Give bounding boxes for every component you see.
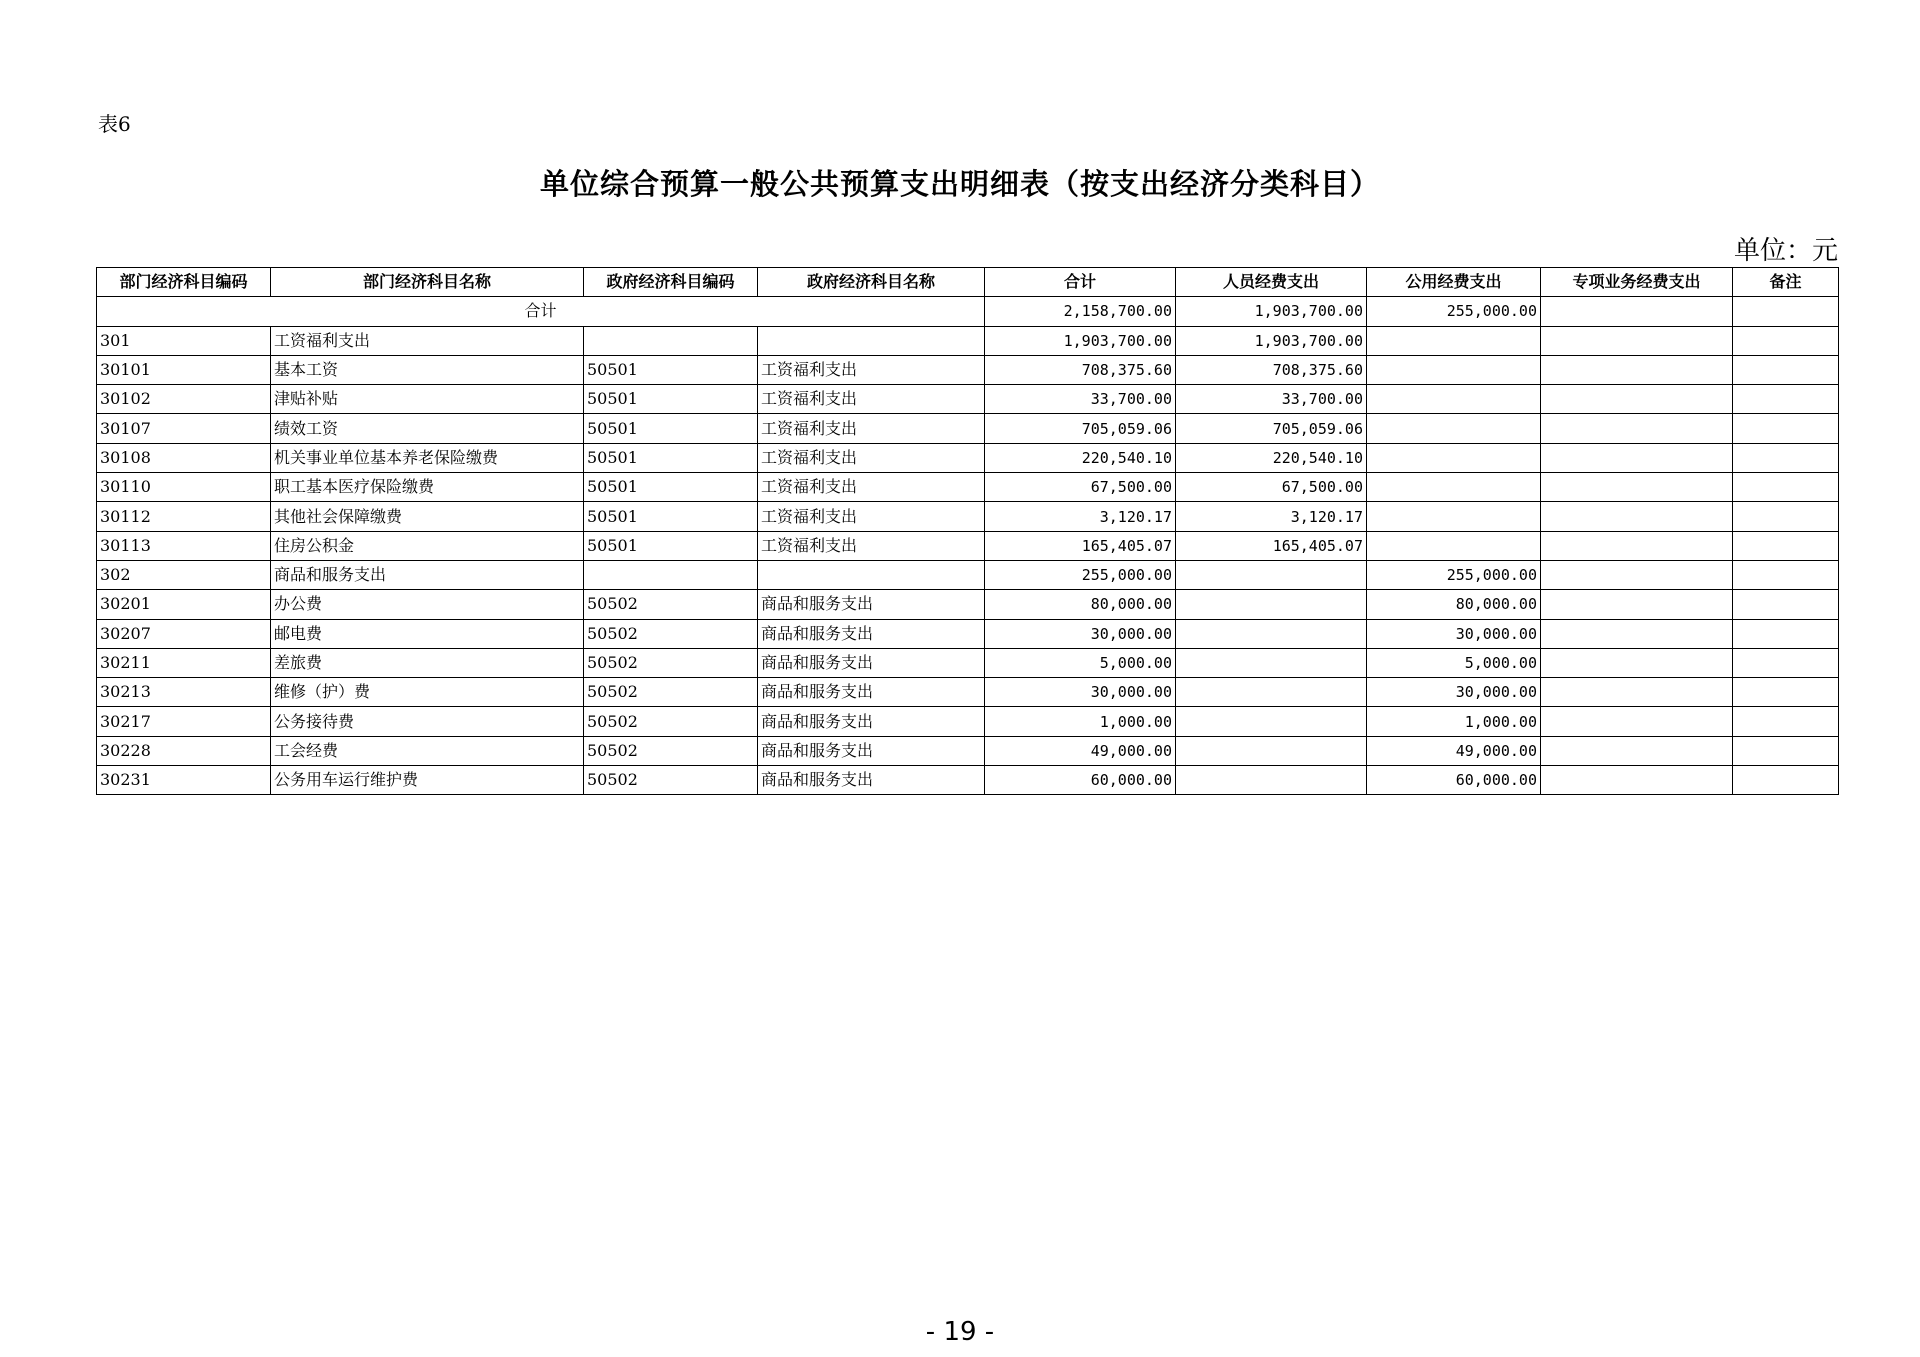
note-cell: [1733, 707, 1839, 736]
gov-code-cell: 50501: [584, 502, 758, 531]
total-row: [97, 297, 1839, 326]
personnel-cell: 1,903,700.00: [1176, 326, 1367, 355]
gov-name-cell: [758, 326, 985, 355]
gov-name-cell: 工资福利支出: [758, 443, 985, 472]
note-cell: [1733, 648, 1839, 677]
note-cell: [1733, 560, 1839, 589]
public-cell: 5,000.00: [1367, 648, 1541, 677]
note-cell: [1733, 385, 1839, 414]
dept-name-cell: 工资福利支出: [271, 326, 584, 355]
public-cell: [1367, 326, 1541, 355]
total-cell: 705,059.06: [985, 414, 1176, 443]
gov-code-cell: 50502: [584, 678, 758, 707]
total-cell: 220,540.10: [985, 443, 1176, 472]
table-row: [97, 355, 1839, 384]
special-cell: [1541, 678, 1733, 707]
gov-name-cell: 工资福利支出: [758, 502, 985, 531]
special-cell: [1541, 326, 1733, 355]
gov-name-cell: 商品和服务支出: [758, 678, 985, 707]
dept-code-cell: 30207: [97, 619, 271, 648]
table-header-row: [97, 268, 1839, 297]
special-cell: [1541, 355, 1733, 384]
public-cell: 30,000.00: [1367, 619, 1541, 648]
special-cell: [1541, 766, 1733, 795]
note-cell: [1733, 678, 1839, 707]
dept-code-cell: 30201: [97, 590, 271, 619]
dept-code-cell: 30113: [97, 531, 271, 560]
col-header-gov-name: 政府经济科目名称: [758, 268, 985, 297]
special-cell: [1541, 443, 1733, 472]
gov-name-cell: 商品和服务支出: [758, 736, 985, 765]
public-cell: 60,000.00: [1367, 766, 1541, 795]
special-cell: [1541, 590, 1733, 619]
dept-name-cell: 绩效工资: [271, 414, 584, 443]
total-cell: 1,903,700.00: [985, 326, 1176, 355]
gov-code-cell: 50501: [584, 443, 758, 472]
dept-name-cell: 邮电费: [271, 619, 584, 648]
special-cell: [1541, 531, 1733, 560]
col-header-note: 备注: [1733, 268, 1839, 297]
table-row: [97, 590, 1839, 619]
table-row: [97, 531, 1839, 560]
gov-name-cell: [758, 560, 985, 589]
special-cell: [1541, 473, 1733, 502]
dept-name-cell: 维修（护）费: [271, 678, 584, 707]
gov-code-cell: 50501: [584, 531, 758, 560]
note-cell: [1733, 355, 1839, 384]
total-cell: 80,000.00: [985, 590, 1176, 619]
gov-code-cell: 50502: [584, 766, 758, 795]
gov-name-cell: 工资福利支出: [758, 473, 985, 502]
table-row: [97, 766, 1839, 795]
gov-name-cell: 商品和服务支出: [758, 707, 985, 736]
gov-code-cell: [584, 560, 758, 589]
dept-code-cell: 30228: [97, 736, 271, 765]
table-row: [97, 502, 1839, 531]
dept-name-cell: 津贴补贴: [271, 385, 584, 414]
total-cell: 1,000.00: [985, 707, 1176, 736]
table-row: [97, 648, 1839, 677]
note-cell: [1733, 326, 1839, 355]
dept-name-cell: 工会经费: [271, 736, 584, 765]
personnel-cell: 220,540.10: [1176, 443, 1367, 472]
special-cell: [1541, 707, 1733, 736]
unit-label: 单位：元: [1733, 236, 1838, 266]
personnel-cell: 33,700.00: [1176, 385, 1367, 414]
public-cell: [1367, 443, 1541, 472]
public-cell: [1367, 355, 1541, 384]
personnel-cell: [1176, 648, 1367, 677]
gov-code-cell: 50501: [584, 385, 758, 414]
special-cell: [1541, 619, 1733, 648]
special-cell: [1541, 736, 1733, 765]
gov-name-cell: 商品和服务支出: [758, 766, 985, 795]
budget-table: [96, 267, 1839, 795]
note-cell: [1733, 443, 1839, 472]
public-cell: 255,000.00: [1367, 560, 1541, 589]
table-row: [97, 678, 1839, 707]
total-special-cell: [1541, 297, 1733, 326]
table-row: [97, 619, 1839, 648]
dept-code-cell: 302: [97, 560, 271, 589]
total-note-cell: [1733, 297, 1839, 326]
public-cell: [1367, 385, 1541, 414]
special-cell: [1541, 385, 1733, 414]
gov-code-cell: 50502: [584, 736, 758, 765]
col-header-dept-name: 部门经济科目名称: [271, 268, 584, 297]
table-number: 表6: [98, 112, 131, 136]
total-cell: 33,700.00: [985, 385, 1176, 414]
gov-name-cell: 工资福利支出: [758, 385, 985, 414]
note-cell: [1733, 590, 1839, 619]
gov-name-cell: 工资福利支出: [758, 355, 985, 384]
dept-code-cell: 301: [97, 326, 271, 355]
dept-name-cell: 机关事业单位基本养老保险缴费: [271, 443, 584, 472]
gov-code-cell: [584, 326, 758, 355]
table-row: [97, 443, 1839, 472]
dept-code-cell: 30211: [97, 648, 271, 677]
note-cell: [1733, 766, 1839, 795]
total-total-cell: 2,158,700.00: [985, 297, 1176, 326]
personnel-cell: [1176, 766, 1367, 795]
gov-name-cell: 商品和服务支出: [758, 619, 985, 648]
total-cell: 49,000.00: [985, 736, 1176, 765]
personnel-cell: 165,405.07: [1176, 531, 1367, 560]
personnel-cell: 705,059.06: [1176, 414, 1367, 443]
page-number: - 19 -: [925, 1317, 995, 1347]
table-row: [97, 736, 1839, 765]
col-header-dept-code: 部门经济科目编码: [97, 268, 271, 297]
total-cell: 3,120.17: [985, 502, 1176, 531]
dept-code-cell: 30102: [97, 385, 271, 414]
dept-name-cell: 其他社会保障缴费: [271, 502, 584, 531]
personnel-cell: 67,500.00: [1176, 473, 1367, 502]
dept-name-cell: 职工基本医疗保险缴费: [271, 473, 584, 502]
personnel-cell: [1176, 590, 1367, 619]
table-row: [97, 414, 1839, 443]
personnel-cell: [1176, 619, 1367, 648]
personnel-cell: 3,120.17: [1176, 502, 1367, 531]
dept-name-cell: 差旅费: [271, 648, 584, 677]
dept-code-cell: 30217: [97, 707, 271, 736]
public-cell: [1367, 531, 1541, 560]
col-header-personnel: 人员经费支出: [1176, 268, 1367, 297]
gov-code-cell: 50502: [584, 619, 758, 648]
gov-name-cell: 商品和服务支出: [758, 590, 985, 619]
dept-name-cell: 公务接待费: [271, 707, 584, 736]
dept-name-cell: 商品和服务支出: [271, 560, 584, 589]
public-cell: [1367, 502, 1541, 531]
personnel-cell: [1176, 707, 1367, 736]
note-cell: [1733, 531, 1839, 560]
col-header-total: 合计: [985, 268, 1176, 297]
total-personnel-cell: 1,903,700.00: [1176, 297, 1367, 326]
dept-name-cell: 公务用车运行维护费: [271, 766, 584, 795]
table-row: [97, 560, 1839, 589]
gov-code-cell: 50501: [584, 414, 758, 443]
note-cell: [1733, 473, 1839, 502]
personnel-cell: [1176, 560, 1367, 589]
col-header-special: 专项业务经费支出: [1541, 268, 1733, 297]
public-cell: 30,000.00: [1367, 678, 1541, 707]
public-cell: [1367, 414, 1541, 443]
dept-code-cell: 30213: [97, 678, 271, 707]
public-cell: 49,000.00: [1367, 736, 1541, 765]
gov-code-cell: 50501: [584, 355, 758, 384]
gov-code-cell: 50502: [584, 707, 758, 736]
total-cell: 60,000.00: [985, 766, 1176, 795]
note-cell: [1733, 619, 1839, 648]
total-cell: 30,000.00: [985, 619, 1176, 648]
public-cell: 1,000.00: [1367, 707, 1541, 736]
gov-code-cell: 50501: [584, 473, 758, 502]
special-cell: [1541, 648, 1733, 677]
col-header-public: 公用经费支出: [1367, 268, 1541, 297]
table-row: [97, 707, 1839, 736]
special-cell: [1541, 502, 1733, 531]
dept-code-cell: 30112: [97, 502, 271, 531]
gov-code-cell: 50502: [584, 648, 758, 677]
total-cell: 5,000.00: [985, 648, 1176, 677]
total-cell: 30,000.00: [985, 678, 1176, 707]
dept-name-cell: 基本工资: [271, 355, 584, 384]
total-cell: 67,500.00: [985, 473, 1176, 502]
dept-name-cell: 办公费: [271, 590, 584, 619]
gov-name-cell: 工资福利支出: [758, 414, 985, 443]
col-header-gov-code: 政府经济科目编码: [584, 268, 758, 297]
note-cell: [1733, 502, 1839, 531]
total-public-cell: 255,000.00: [1367, 297, 1541, 326]
gov-name-cell: 工资福利支出: [758, 531, 985, 560]
total-label: 合计: [97, 297, 985, 326]
total-cell: 708,375.60: [985, 355, 1176, 384]
document-title: 单位综合预算一般公共预算支出明细表（按支出经济分类科目）: [539, 167, 1380, 201]
dept-code-cell: 30231: [97, 766, 271, 795]
personnel-cell: [1176, 736, 1367, 765]
gov-name-cell: 商品和服务支出: [758, 648, 985, 677]
dept-code-cell: 30101: [97, 355, 271, 384]
dept-code-cell: 30107: [97, 414, 271, 443]
table-row: [97, 385, 1839, 414]
personnel-cell: 708,375.60: [1176, 355, 1367, 384]
table-row: [97, 326, 1839, 355]
total-cell: 165,405.07: [985, 531, 1176, 560]
note-cell: [1733, 414, 1839, 443]
personnel-cell: [1176, 678, 1367, 707]
gov-code-cell: 50502: [584, 590, 758, 619]
dept-name-cell: 住房公积金: [271, 531, 584, 560]
note-cell: [1733, 736, 1839, 765]
special-cell: [1541, 560, 1733, 589]
total-cell: 255,000.00: [985, 560, 1176, 589]
table-row: [97, 473, 1839, 502]
public-cell: [1367, 473, 1541, 502]
special-cell: [1541, 414, 1733, 443]
dept-code-cell: 30110: [97, 473, 271, 502]
public-cell: 80,000.00: [1367, 590, 1541, 619]
dept-code-cell: 30108: [97, 443, 271, 472]
